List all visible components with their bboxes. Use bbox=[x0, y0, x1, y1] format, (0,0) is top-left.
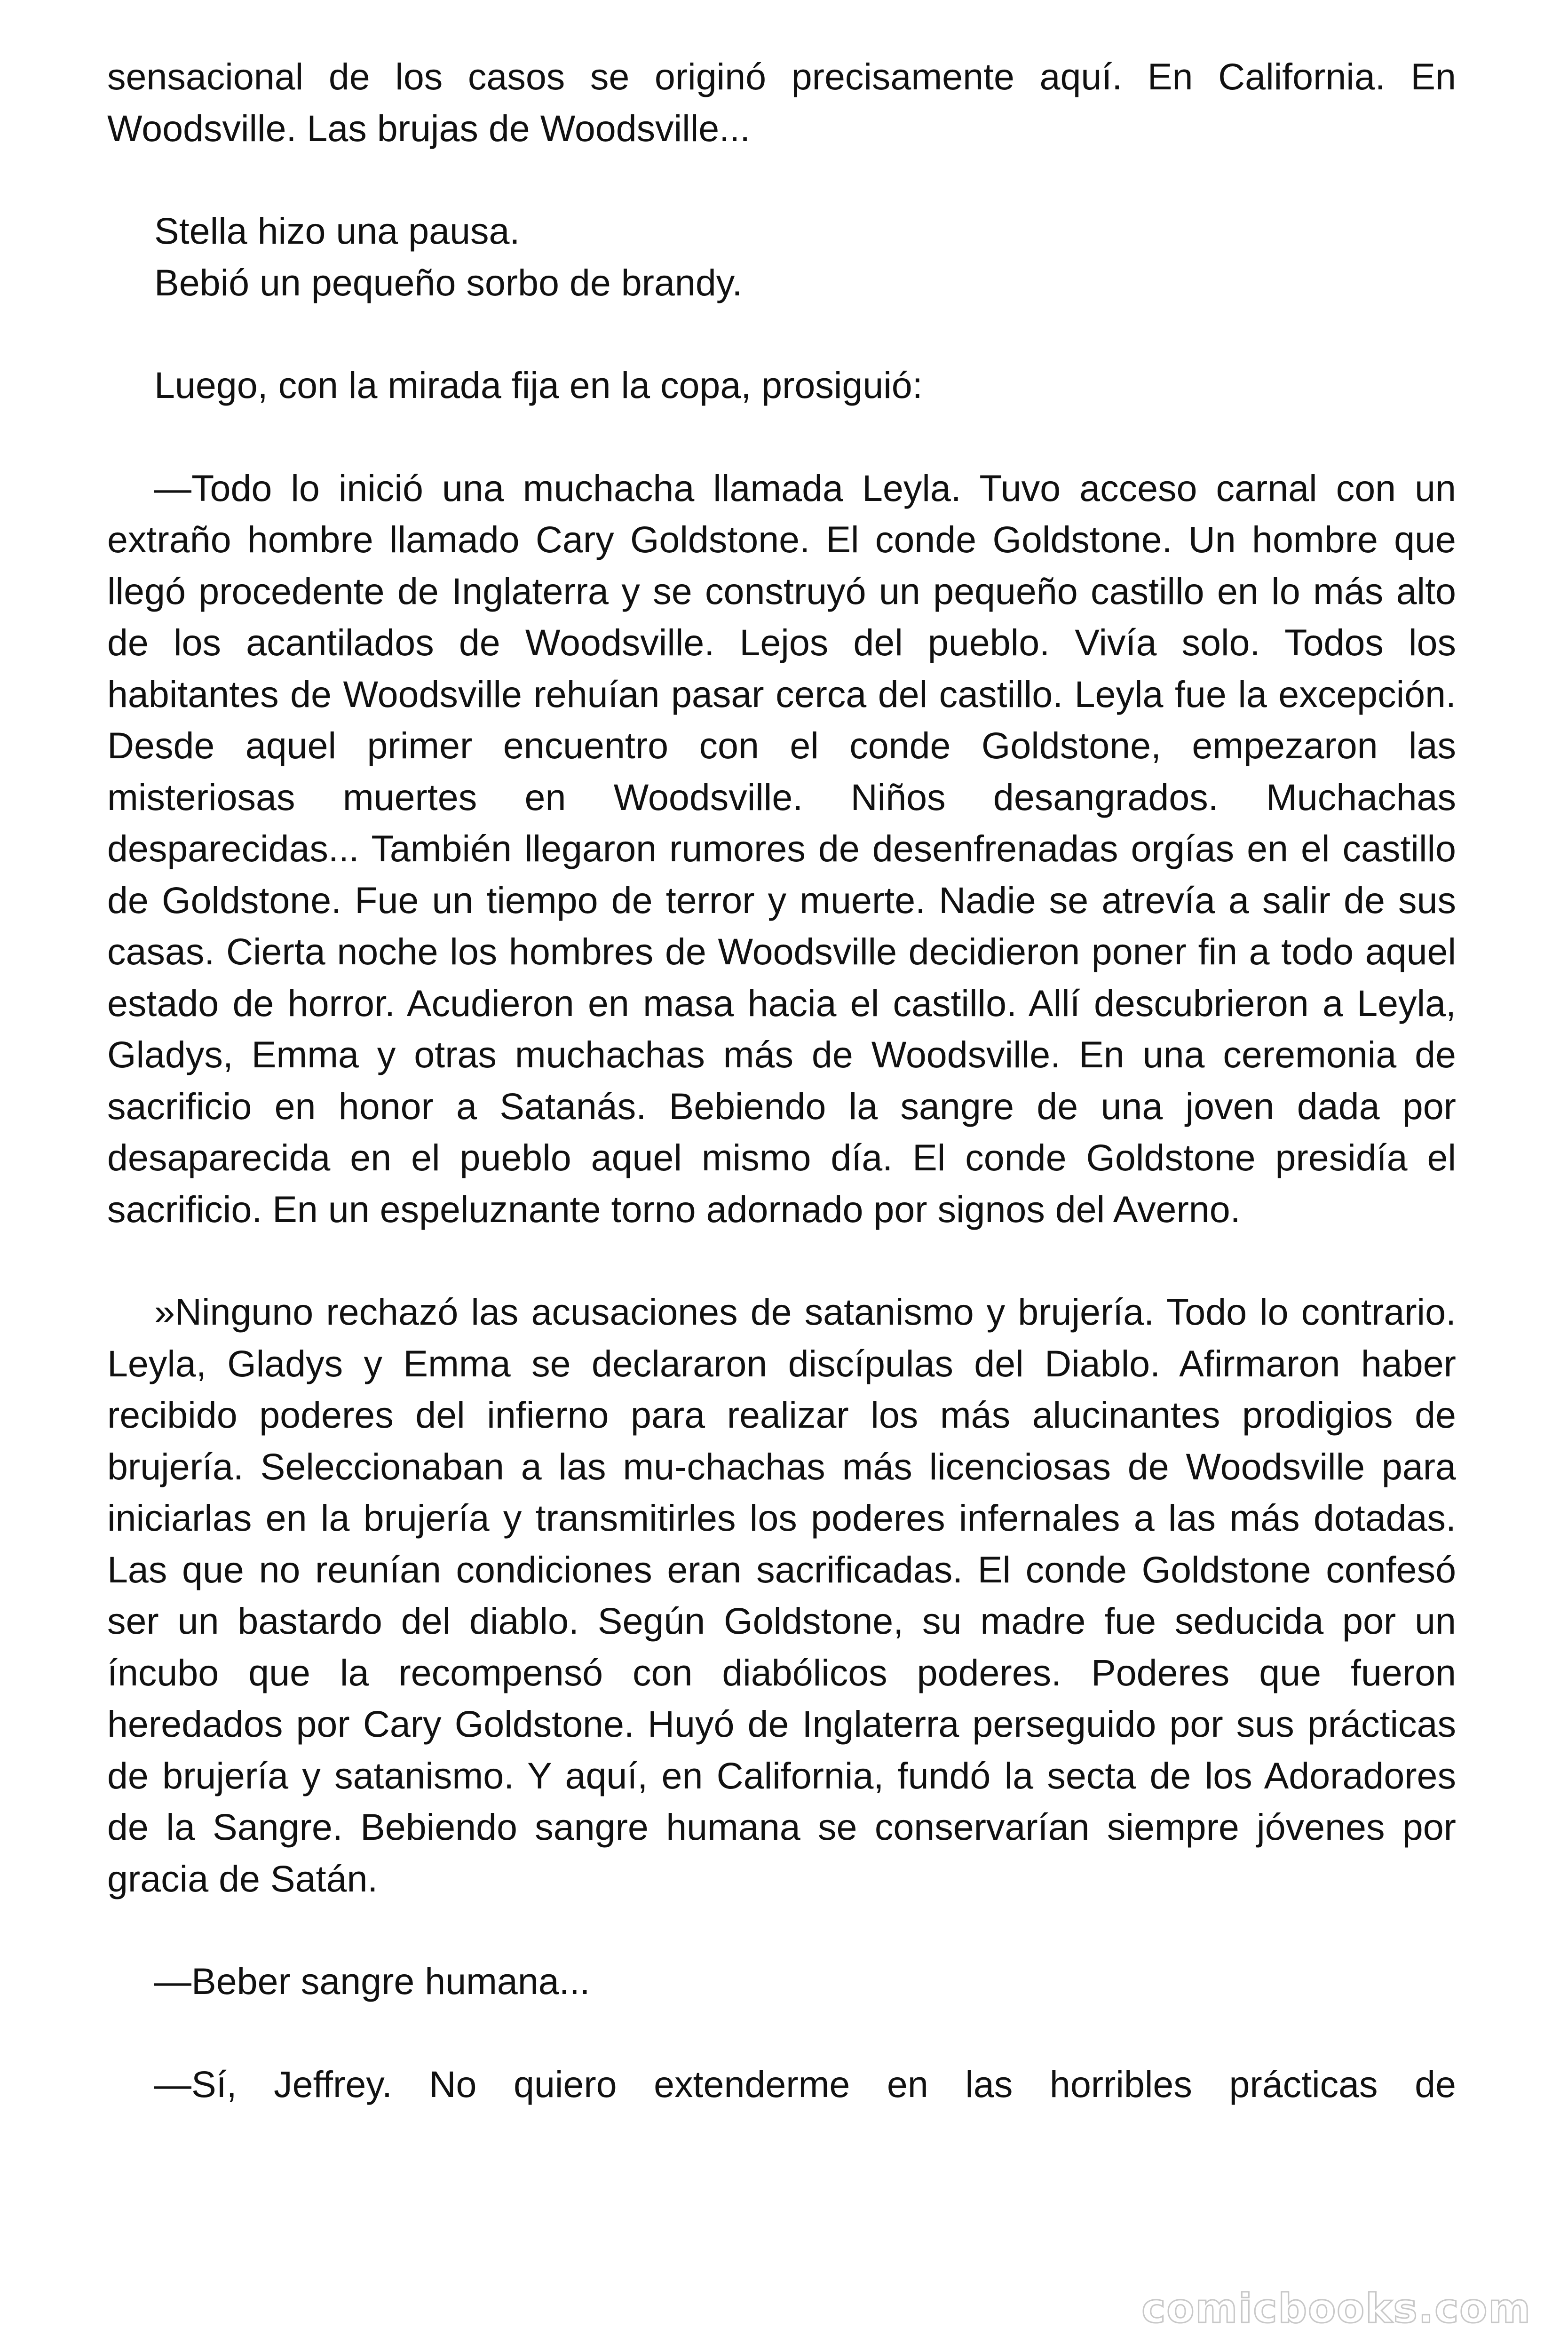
paragraph-beber-sangre: —Beber sangre humana... bbox=[154, 1960, 590, 2002]
paragraph-leyla: —Todo lo inició una muchacha llamada Leyla. Tuvo acceso carnal con un extraño hombre llamado Cary Goldstone. El conde Goldstone. Un hombre que llegó procedente de Inglaterra y se construyó un pequeño castillo en lo más alto de los acantilados de Woodsville. Lejos del pueblo. Vivía solo. Todos los habitantes de Woodsville rehuían pasar cerca del castillo. Leyla fue la excepción. Desde aquel primer encuentro con el conde Goldstone, empezaron las misteriosas muertes en Woodsville. Niños desangrados. Muchachas desparecidas... También llegaron rumores de desenfrenadas orgías en el castillo de Goldstone. Fue un tiempo de terror y muerte. Nadie se atrevía a salir de sus casas. Cierta noche los hombres de Woodsville decidieron poner fin a todo aquel estado de horror. Acudieron en masa hacia el castillo. Allí descubrieron a Leyla, Gladys, Emma y otras muchachas más de Woodsville. En una ceremonia de sacrificio en honor a Satanás. Bebiendo la sangre de una joven dada por desaparecida en el pueblo aquel mismo día. El conde Goldstone presidía el sacrificio. En un espeluznante torno adornado por signos del Averno. bbox=[107, 467, 1456, 1230]
paragraph-brandy: Bebió un pequeño sorbo de brandy. bbox=[154, 261, 743, 303]
paragraph-prosiguio: Luego, con la mirada fija en la copa, prosiguió: bbox=[154, 364, 923, 406]
paragraph-jeffrey: —Sí, Jeffrey. No quiero extenderme en las horribles prácticas de bbox=[154, 2063, 1456, 2105]
paragraph-acusaciones: »Ninguno rechazó las acusaciones de satanismo y brujería. Todo lo contrario. Leyla, Gladys y Emma se declararon discípulas del Diablo. Afirmaron haber recibido poderes del infierno para realizar los más alucinantes prodigios de brujería. Seleccionaban a las mu-chachas más licenciosas de Woodsville para iniciarlas en la brujería y transmitirles los poderes infernales a las más dotadas. Las que no reunían condiciones eran sacrificadas. El conde Goldstone confesó ser un bastardo del diablo. Según Goldstone, su madre fue seducida por un íncubo que la recompensó con diabólicos poderes. Poderes que fueron heredados por Cary Goldstone. Huyó de Inglaterra perseguido por sus prácticas de brujería y satanismo. Y aquí, en California, fundó la secta de los Adoradores de la Sangre. Bebiendo sangre humana se conservarían siempre jóvenes por gracia de Satán. bbox=[107, 1291, 1456, 1899]
paragraph-pause: Stella hizo una pausa. bbox=[154, 210, 520, 252]
watermark-logo: comicbooks.com bbox=[1141, 2285, 1531, 2332]
body-text bbox=[107, 51, 1456, 2110]
paragraph-continuation: sensacional de los casos se originó precisamente aquí. En California. En Woodsville. Las brujas de Woodsville... bbox=[107, 56, 1456, 149]
